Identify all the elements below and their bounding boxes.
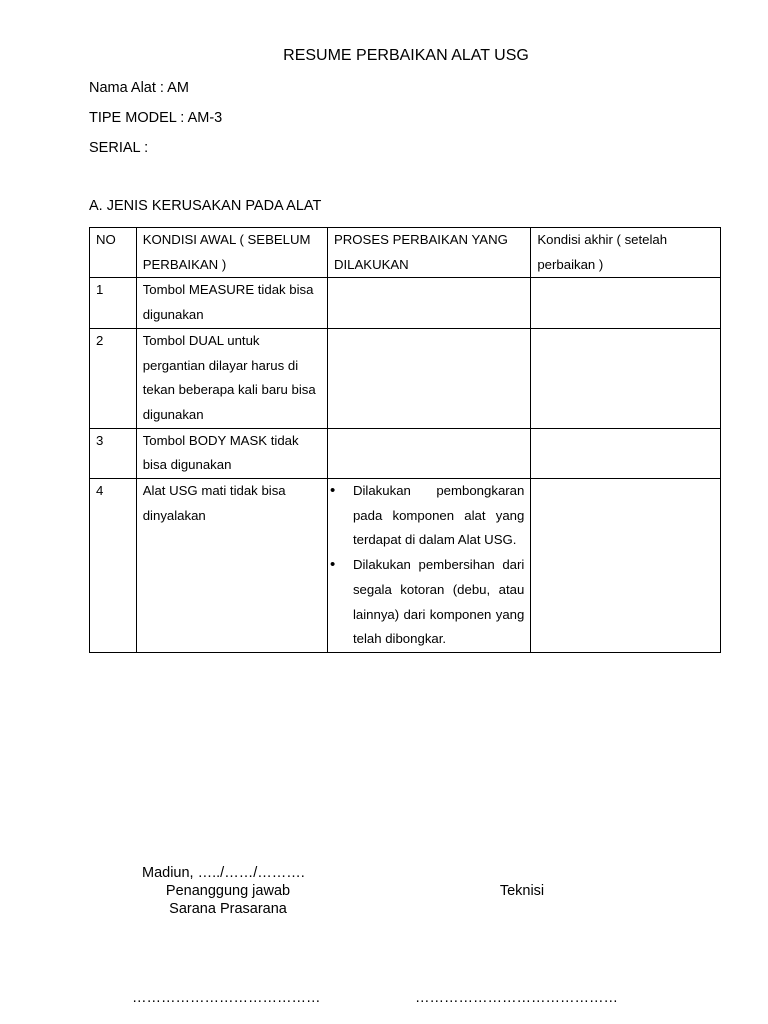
table-row xyxy=(90,328,721,428)
row-kondisi-akhir xyxy=(531,278,721,328)
right-signature-line: …………………………………… xyxy=(415,990,618,1006)
row-proses xyxy=(327,479,530,653)
row-kondisi-akhir xyxy=(531,479,721,653)
row-kondisi-awal: Tombol MEASURE tidak bisa digunakan xyxy=(136,278,327,328)
row-kondisi-awal: Tombol BODY MASK tidak bisa digunakan xyxy=(136,428,327,478)
header-no: NO xyxy=(90,228,137,278)
tipe-model-line: TIPE MODEL : AM-3 xyxy=(89,110,223,126)
table-row xyxy=(90,479,721,653)
place-date: Madiun, …../……/………. xyxy=(142,865,305,881)
list-item: • Dilakukan pembersihan dari segala kotoran (debu, atau lainnya) dari komponen yang telah dibongkar. xyxy=(334,553,524,652)
row-no: 4 xyxy=(90,479,137,653)
row-kondisi-awal: Alat USG mati tidak bisa dinyalakan xyxy=(136,479,327,653)
row-kondisi-akhir xyxy=(531,328,721,428)
document-title: RESUME PERBAIKAN ALAT USG xyxy=(283,47,529,64)
list-item: • Dilakukan pembongkaran pada komponen alat yang terdapat di dalam Alat USG. xyxy=(334,479,524,553)
serial-line: SERIAL : xyxy=(89,140,149,156)
repair-table xyxy=(89,227,721,653)
header-kondisi-awal: KONDISI AWAL ( SEBELUM PERBAIKAN ) xyxy=(136,228,327,278)
row-kondisi-awal: Tombol DUAL untuk pergantian dilayar harus di tekan beberapa kali baru bisa digunakan xyxy=(136,328,327,428)
row-proses xyxy=(327,278,530,328)
table-row xyxy=(90,278,721,328)
row-proses xyxy=(327,428,530,478)
row-kondisi-akhir xyxy=(531,428,721,478)
section-heading: A. JENIS KERUSAKAN PADA ALAT xyxy=(89,198,322,214)
left-signer-role-1: Penanggung jawab xyxy=(165,883,291,899)
header-proses: PROSES PERBAIKAN YANG DILAKUKAN xyxy=(327,228,530,278)
table-row xyxy=(90,428,721,478)
left-signature-line: ………………………………… xyxy=(132,990,321,1006)
header-kondisi-akhir: Kondisi akhir ( setelah perbaikan ) xyxy=(531,228,721,278)
left-signer-role-2: Sarana Prasarana xyxy=(169,901,287,917)
row-no: 3 xyxy=(90,428,137,478)
nama-alat-line: Nama Alat : AM xyxy=(89,80,189,96)
table-header-row xyxy=(90,228,721,278)
row-no: 2 xyxy=(90,328,137,428)
row-no: 1 xyxy=(90,278,137,328)
proses-bullet-list xyxy=(334,479,524,652)
right-signer-role: Teknisi xyxy=(499,883,545,899)
row-proses xyxy=(327,328,530,428)
